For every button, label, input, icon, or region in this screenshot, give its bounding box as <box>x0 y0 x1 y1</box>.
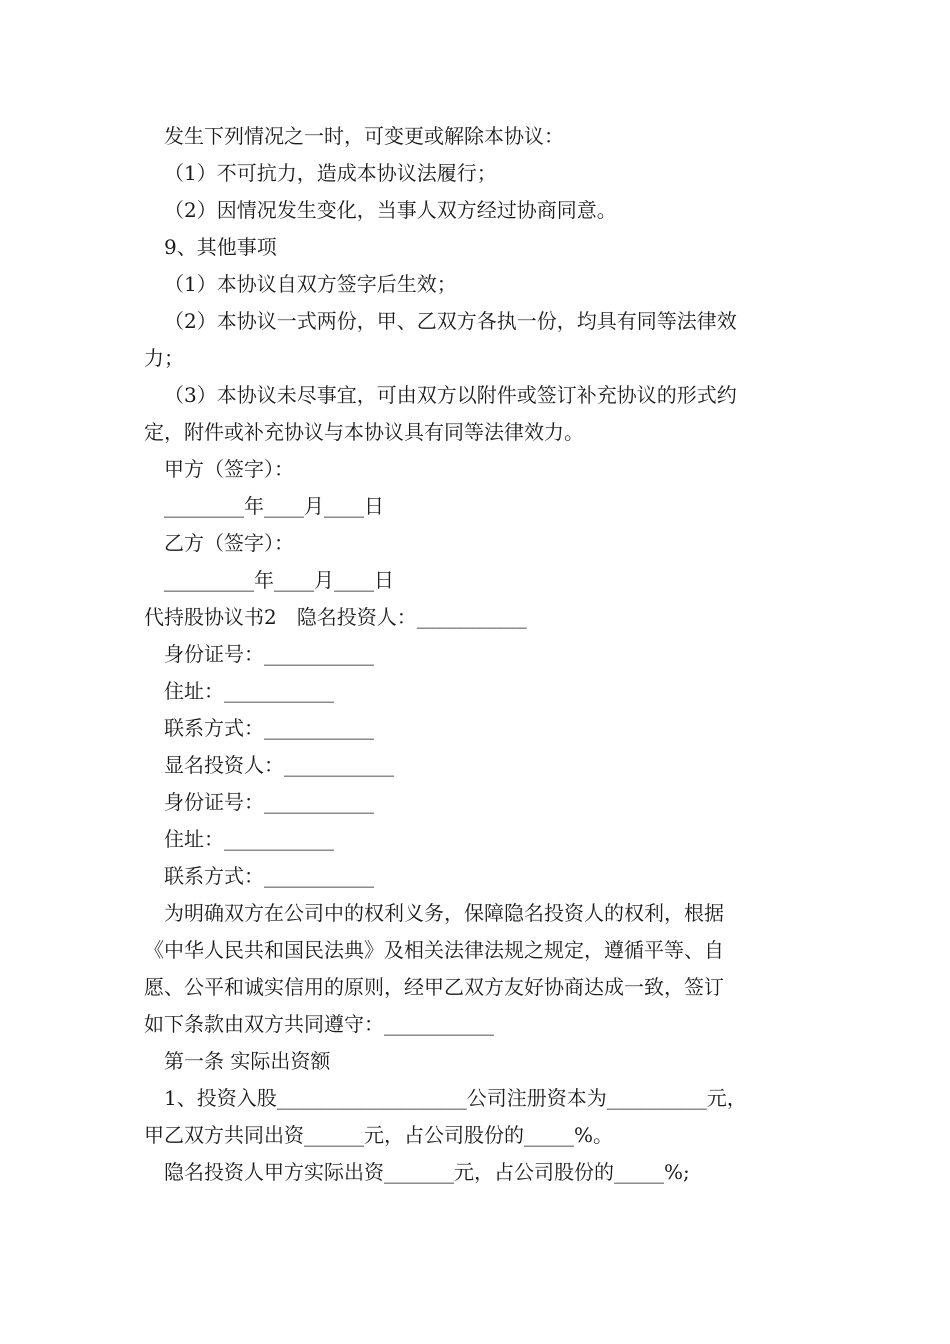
other-matters-item-2: （2）本协议一式两份，甲、乙双方各执一份，均具有同等法律效 <box>164 309 737 333</box>
other-matters-item-2-continued: 力； <box>144 346 184 370</box>
party-b-date-line: _________年____月____日 <box>164 568 394 592</box>
preamble-line-3: 愿、公平和诚实信用的原则，经甲乙双方友好协商达成一致，签订 <box>144 975 724 999</box>
nominal-investor-label: 显名投资人：___________ <box>164 753 394 777</box>
party-a-signature-label: 甲方（签字）： <box>164 457 294 481</box>
nominal-investor-address: 住址：___________ <box>164 827 334 851</box>
clause-change-item-2: （2）因情况发生变化，当事人双方经过协商同意。 <box>164 198 617 222</box>
hidden-investor-contribution: 隐名投资人甲方实际出资_______元，占公司股份的_____%; <box>164 1160 690 1184</box>
clause-change-item-1: （1）不可抗力，造成本协议法履行； <box>164 161 497 185</box>
preamble-line-4: 如下条款由双方共同遵守：___________ <box>144 1012 494 1036</box>
clause-change-intro: 发生下列情况之一时，可变更或解除本协议： <box>164 124 564 148</box>
preamble-line-2: 《中华人民共和国民法典》及相关法律法规之规定，遵循平等、自 <box>144 938 724 962</box>
article-1-item-1-continued: 甲乙双方共同出资______元，占公司股份的_____%。 <box>144 1123 614 1147</box>
other-matters-item-1: （1）本协议自双方签字后生效； <box>164 272 457 296</box>
article-1-item-1: 1、投资入股___________________公司注册资本为__________元， <box>164 1086 747 1110</box>
other-matters-item-3-continued: 定，附件或补充协议与本协议具有同等法律效力。 <box>144 420 584 444</box>
party-a-date-line: ________年____月____日 <box>164 494 384 518</box>
party-b-signature-label: 乙方（签字）： <box>164 531 294 555</box>
nominal-investor-id-number: 身份证号：___________ <box>164 790 374 814</box>
hidden-investor-id-number: 身份证号：___________ <box>164 642 374 666</box>
document-body <box>144 118 816 1191</box>
article-1-heading: 第一条 实际出资额 <box>164 1049 331 1073</box>
preamble-line-1: 为明确双方在公司中的权利义务，保障隐名投资人的权利，根据 <box>164 901 724 925</box>
hidden-investor-address: 住址：___________ <box>164 679 334 703</box>
nominal-investor-contact: 联系方式：___________ <box>164 864 374 888</box>
other-matters-item-3: （3）本协议未尽事宜，可由双方以附件或签订补充协议的形式约 <box>164 383 737 407</box>
agreement-2-title-and-hidden-investor: 代持股协议书2 隐名投资人：___________ <box>144 605 527 629</box>
section-heading-other-matters: 9、其他事项 <box>164 235 277 259</box>
hidden-investor-contact: 联系方式：___________ <box>164 716 374 740</box>
